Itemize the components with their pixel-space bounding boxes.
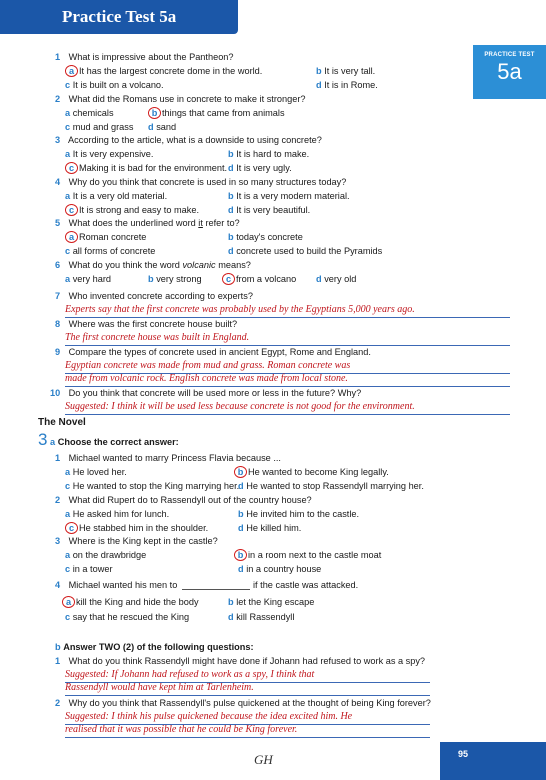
n4-text-end: if the castle was attacked. (253, 580, 359, 590)
question-6 (55, 259, 251, 271)
option-text: It is a very modern material. (236, 191, 350, 201)
practice-test-tab (473, 45, 546, 99)
novel-question-1 (55, 452, 281, 464)
option-text: kill the King and hide the body (76, 597, 199, 607)
exercise-letter: b (55, 642, 61, 652)
option-text: mud and grass (72, 122, 134, 132)
answer-circle: c (222, 273, 235, 285)
q9-answer-line1: Egyptian concrete was made from mud and grass. Roman concrete was (65, 360, 351, 371)
q-number: 10 (50, 388, 61, 398)
q-text: Who invented concrete according to experts? (68, 291, 253, 301)
n3-option-c: c in a tower (65, 564, 113, 574)
q5-option-d: d concrete used to build the Pyramids (228, 246, 383, 256)
option-text: very strong (156, 274, 202, 284)
option-text: on the drawbridge (72, 550, 147, 560)
option-text: It is built on a volcano. (72, 80, 164, 90)
b2-answer-line2: realised that it was possible that he could be King forever. (65, 724, 298, 735)
q-number: 1 (55, 453, 61, 463)
q-text: Compare the types of concrete used in ancient Egypt, Rome and England. (68, 347, 371, 357)
novel-question-3 (55, 535, 218, 547)
option-text: sand (156, 122, 177, 132)
option-text: Roman concrete (79, 232, 147, 242)
option-text: It is strong and easy to make. (79, 205, 200, 215)
option-text: things that came from animals (162, 108, 285, 118)
q-number: 3 (55, 135, 61, 145)
option-text: in a room next to the castle moat (248, 550, 382, 560)
q4-option-a: a It is a very old material. (65, 191, 168, 201)
option-text: say that he rescued the King (72, 612, 190, 622)
q-number: 5 (55, 218, 61, 228)
option-text: It has the largest concrete dome in the world. (79, 66, 263, 76)
question-10 (50, 387, 361, 399)
q2-option-a: a chemicals (65, 108, 114, 118)
answer-line (65, 695, 430, 696)
option-text: It is in Rome. (324, 80, 378, 90)
q-text: Why do you think that Rassendyll's pulse quickened at the thought of being King forever? (68, 698, 431, 708)
option-text: in a tower (72, 564, 113, 574)
q1-option-d: d It is in Rome. (316, 80, 378, 90)
option-text: very hard (72, 274, 111, 284)
answer-circle: a (65, 231, 78, 243)
q-text: What do you think Rassendyll might have done if Johann had refused to work as a spy? (68, 656, 426, 666)
n2-option-b: b He invited him to the castle. (238, 509, 360, 519)
q6-option-d: d very old (316, 274, 357, 284)
option-text: today's concrete (236, 232, 303, 242)
b1-answer-line2: Rassendyll would have kept him at Tarlenheim. (65, 682, 254, 693)
q-number: 4 (55, 177, 61, 187)
exercise-3a-heading (38, 430, 179, 449)
exercise-letter: a (50, 437, 56, 447)
q9-answer-line2: made from volcanic rock. English concrete was made from local stone. (65, 373, 348, 384)
question-3 (55, 134, 322, 146)
q-text: According to the article, what is a downside to using concrete? (68, 135, 322, 145)
q-number: 2 (55, 495, 61, 505)
q4-option-c (65, 204, 199, 216)
exercise-number: 3 (38, 430, 48, 449)
q7-answer: Experts say that the first concrete was probably used by the Egyptians 5,000 years ago. (65, 304, 415, 315)
option-text: He wanted to stop the King marrying her. (72, 481, 240, 491)
q3-option-a: a It is very expensive. (65, 149, 154, 159)
q1-option-a (65, 65, 262, 77)
q2-option-c: c mud and grass (65, 122, 134, 132)
q3-option-d: d It is very ugly. (228, 163, 292, 173)
b1-answer-line1: Suggested: If Johann had refused to work as a spy, I think that (65, 669, 315, 680)
underlined-word: it (198, 218, 203, 228)
page-number-box (440, 742, 546, 780)
tab-code: 5a (497, 59, 522, 84)
option-text: It is very ugly. (236, 163, 292, 173)
blank-line (182, 589, 250, 590)
q1-option-b: b It is very tall. (316, 66, 376, 76)
answer-circle: b (234, 466, 247, 478)
answer-circle: a (62, 596, 75, 608)
option-text: let the King escape (236, 597, 315, 607)
answer-circle: b (148, 107, 161, 119)
q-number: 8 (55, 319, 61, 329)
n3-option-b (234, 549, 381, 561)
question-5 (55, 217, 240, 229)
q-number: 1 (55, 52, 61, 62)
q2-option-b (148, 107, 285, 119)
q-text: What do you think the word (68, 260, 183, 270)
q8-answer: The first concrete house was built in England. (65, 332, 250, 343)
q3-option-b: b It is hard to make. (228, 149, 310, 159)
exercise-instruction: Answer TWO (2) of the following questions: (63, 642, 254, 652)
answer-circle: c (65, 204, 78, 216)
novel-question-2 (55, 494, 312, 506)
q-text: Why do you think that concrete is used in so many structures today? (68, 177, 347, 187)
answer-circle: c (65, 162, 78, 174)
option-text: from a volcano (236, 274, 297, 284)
question-2 (55, 93, 306, 105)
exercise-b-heading (55, 641, 254, 653)
italic-word: volcanic (182, 260, 216, 270)
handwritten-signature: GH (254, 752, 273, 767)
n1-option-a: a He loved her. (65, 467, 127, 477)
q5-option-b: b today's concrete (228, 232, 303, 242)
q-text: What is impressive about the Pantheon? (68, 52, 234, 62)
answer-circle: b (234, 549, 247, 561)
q-text: Where was the first concrete house built? (68, 319, 238, 329)
option-text: He stabbed him in the shoulder. (79, 523, 209, 533)
n1-option-b (234, 466, 389, 478)
q5-option-a (65, 231, 146, 243)
q-text: What did the Romans use in concrete to make it stronger? (68, 94, 306, 104)
q6-option-c (222, 273, 296, 285)
option-text: He wanted to become King legally. (248, 467, 389, 477)
q5-option-c: c all forms of concrete (65, 246, 156, 256)
n4-option-c: c say that he rescued the King (65, 612, 190, 622)
question-7 (55, 290, 253, 302)
q-number: 3 (55, 536, 61, 546)
q10-answer: Suggested: I think it will be used less because concrete is not good for the environment. (65, 401, 415, 412)
answer-line (65, 414, 510, 415)
n3-option-a: a on the drawbridge (65, 550, 147, 560)
q4-option-d: d It is very beautiful. (228, 205, 311, 215)
page-number: 95 (458, 749, 469, 759)
exercise-instruction: Choose the correct answer: (57, 437, 179, 447)
q-number: 2 (55, 94, 61, 104)
question-4 (55, 176, 346, 188)
q-number: 7 (55, 291, 61, 301)
option-text: He loved her. (72, 467, 127, 477)
q-number: 4 (55, 580, 61, 590)
q6-option-b: b very strong (148, 274, 202, 284)
q-number: 1 (55, 656, 61, 666)
option-text: concrete used to build the Pyramids (236, 246, 383, 256)
question-9 (55, 346, 371, 358)
q2-option-d: d sand (148, 122, 177, 132)
n2-option-d: d He killed him. (238, 523, 302, 533)
option-text: in a country house (246, 564, 322, 574)
option-text: He asked him for lunch. (72, 509, 170, 519)
title-banner (0, 0, 238, 34)
q-text: Where is the King kept in the castle? (68, 536, 218, 546)
option-text: chemicals (72, 108, 114, 118)
n4-option-d: d kill Rassendyll (228, 612, 295, 622)
tab-label: PRACTICE TEST (484, 52, 535, 58)
n3-option-d: d in a country house (238, 564, 322, 574)
q-text: Michael wanted his men to (68, 580, 178, 590)
b-question-2 (55, 697, 431, 709)
b2-answer-line1: Suggested: I think his pulse quickened because the idea excited him. He (65, 711, 353, 722)
option-text: all forms of concrete (72, 246, 156, 256)
q4-option-b: b It is a very modern material. (228, 191, 350, 201)
n2-option-c (65, 522, 208, 534)
answer-line (65, 737, 430, 738)
q-text: refer to? (202, 218, 240, 228)
q-number: 2 (55, 698, 61, 708)
q-text: Do you think that concrete will be used more or less in the future? Why? (68, 388, 362, 398)
q1-option-c: c It is built on a volcano. (65, 80, 164, 90)
q-text: What did Rupert do to Rassendyll out of the country house? (68, 495, 312, 505)
q3-option-c (65, 162, 227, 174)
q-text: What does the underlined word (68, 218, 199, 228)
n4-option-b: b let the King escape (228, 597, 315, 607)
option-text: kill Rassendyll (236, 612, 295, 622)
n1-option-d: d He wanted to stop Rassendyll marrying her. (238, 481, 424, 491)
question-8 (55, 318, 237, 330)
q6-option-a: a very hard (65, 274, 111, 284)
n2-option-a: a He asked him for lunch. (65, 509, 170, 519)
option-text: He invited him to the castle. (246, 509, 360, 519)
option-text: It is very tall. (324, 66, 376, 76)
option-text: It is hard to make. (236, 149, 310, 159)
n1-option-c: c He wanted to stop the King marrying her. (65, 481, 240, 491)
option-text: It is very beautiful. (236, 205, 311, 215)
answer-circle: a (65, 65, 78, 77)
answer-circle: c (65, 522, 78, 534)
q-text: means? (215, 260, 251, 270)
section-heading: The Novel (38, 417, 86, 428)
q-text: Michael wanted to marry Princess Flavia because ... (68, 453, 281, 463)
q-number: 6 (55, 260, 61, 270)
option-text: He wanted to stop Rassendyll marrying her. (246, 481, 424, 491)
option-text: It is a very old material. (72, 191, 168, 201)
novel-question-4 (55, 579, 177, 591)
q-number: 9 (55, 347, 61, 357)
n4-option-a (62, 596, 199, 608)
page-title: Practice Test 5a (62, 7, 177, 26)
option-text: Making it is bad for the environment. (79, 163, 228, 173)
option-text: It is very expensive. (72, 149, 154, 159)
option-text: He killed him. (246, 523, 302, 533)
question-1 (55, 51, 234, 63)
b-question-1 (55, 655, 425, 667)
option-text: very old (324, 274, 357, 284)
